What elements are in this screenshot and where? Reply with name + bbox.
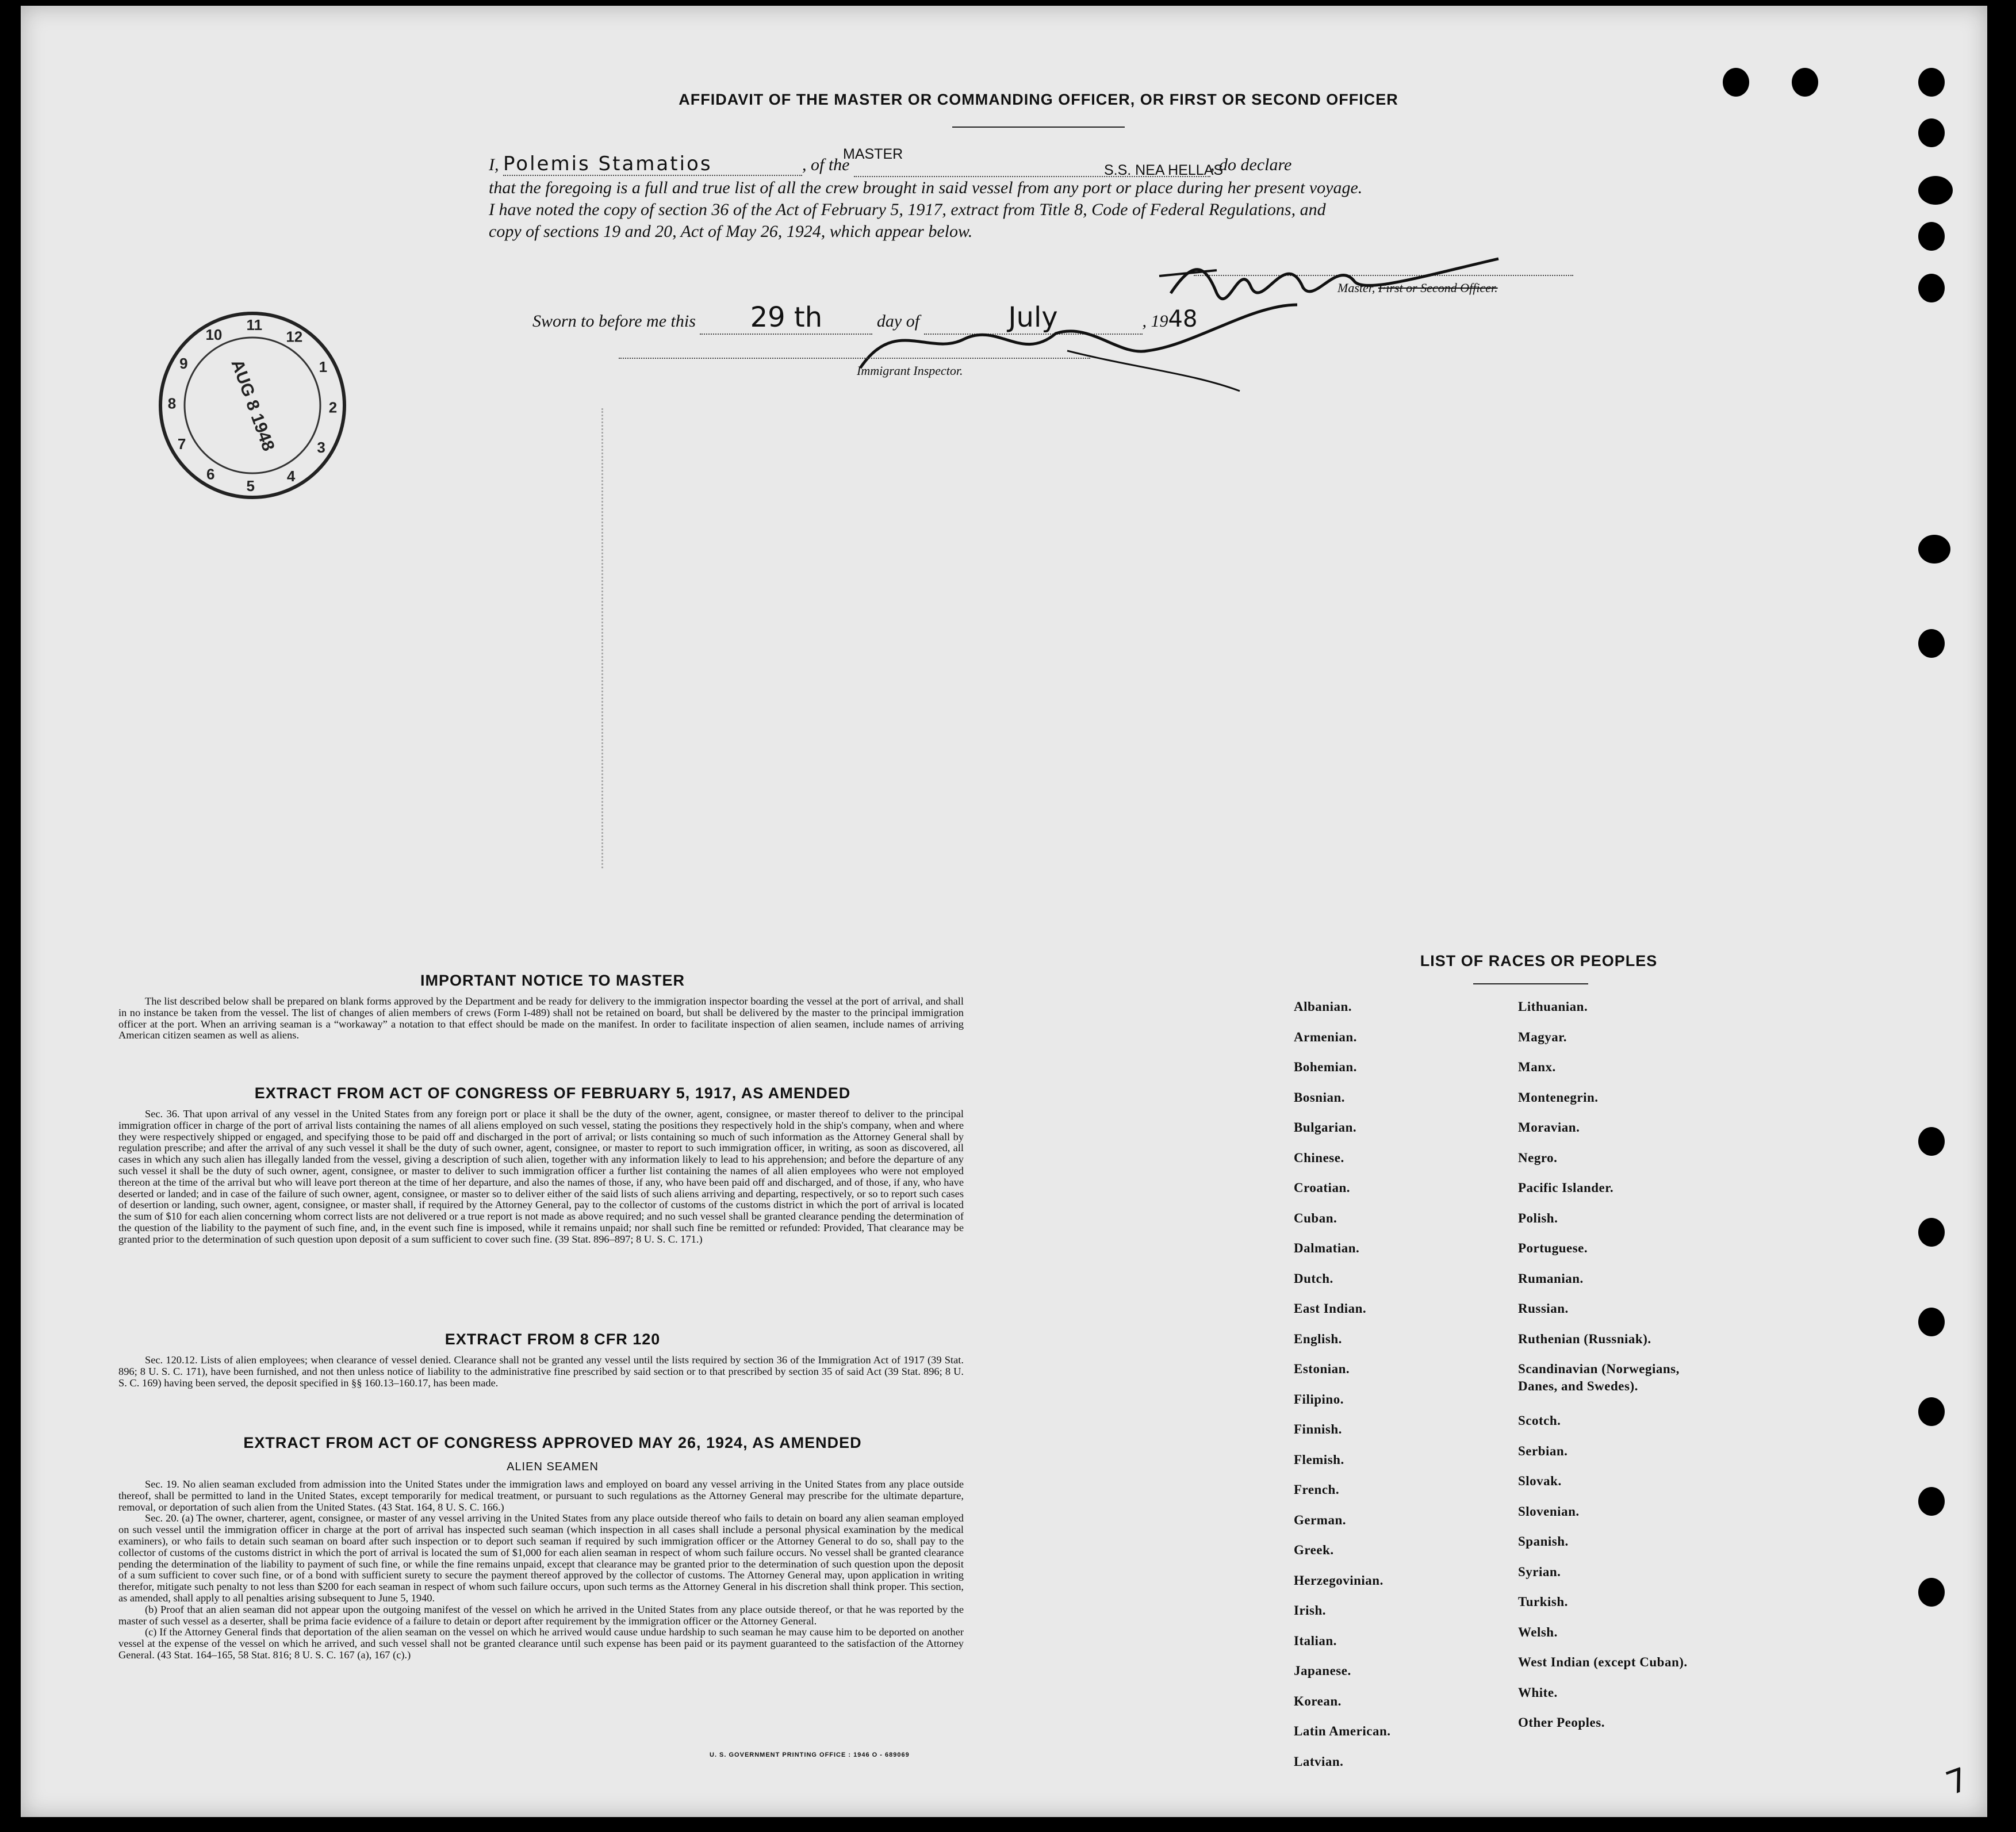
punch-hole — [1918, 68, 1945, 97]
year-prefix: , 19 — [1142, 312, 1168, 331]
race-item: Moravian. — [1518, 1120, 1580, 1135]
race-item: Spanish. — [1518, 1534, 1569, 1549]
race-item: Bulgarian. — [1294, 1120, 1357, 1135]
race-item: Pacific Islander. — [1518, 1181, 1614, 1195]
race-item: Croatian. — [1294, 1181, 1350, 1195]
race-item: Manx. — [1518, 1060, 1556, 1074]
declaration-line-3: I have noted the copy of section 36 of the Act of February 5, 1917, extract from Title 8, Code of Federal Regulations, and — [489, 200, 1326, 219]
declaration-prefix: I, — [489, 155, 499, 174]
sec-20c: (c) If the Attorney General finds that deportation of the alien seaman on the vessel on which he arrived would cause undue hardship to such seaman he may cause him to be deported on another vessel at the expense of the vessel on which he arrived, and such vessel shall not be granted clearance until such expense has been paid or its payment guaranteed to the satisfaction of the Attorney General. (43 Stat. 164–165, 58 Stat. 816; 8 U. S. C. 167 (a), 167 (c).) — [118, 1626, 964, 1661]
extract-1917-text: Sec. 36. That upon arrival of any vessel in the United States from any foreign port or place it shall be the duty of the owner, agent, consignee, or master thereof to deliver to the principal immigration officer in charge of the port of arrival lists containing the names of all aliens employed on such vessel, stating the positions they respectively hold in the ship's company, when and where they were respectively shipped or engaged, and specifying those to be paid off and discharged in the port of arrival; or lists containing so much of such information as the Attorney General shall by regulation prescribe; and after the arrival of any such vessel it shall be the duty of such owner, agent, consignee, or master to report to such immigration officer, in writing, as soon as discovered, all cases in which any such alien has illegally landed from the vessel, giving a description of such alien, together with any information likely to lead to his apprehension; and before the departure of any such vessel it shall be the duty of such owner, agent, consignee, or master to deliver to such immigration officer a further list containing the names of all alien employees who were not employed thereon at the time of the arrival but who will leave port thereon at the time of her departure, and also the names of those, if any, who have been paid off and discharged, and of those, if any, who have deserted or landed; and in case of the failure of such owner, agent, consignee, or master so to deliver either of the said lists of such aliens arriving and departing, respectively, or so to report such cases of desertion or landing, such owner, agent, consignee, or master shall, if required by the Attorney General, pay to the collector of customs of the customs district in which the port of arrival is located the sum of $10 for each alien concerning whom correct lists are not delivered or a true report is not made as above required; and no such vessel shall be granted clearance pending the determination of the question of the liability to the payment of such fine, and, in the event such fine is imposed, while it remains unpaid; nor shall such fine be remitted or refunded: Provided, That clearance may be granted prior to the determination of such question upon deposit of a sum sufficient to cover such fine. (39 Stat. 896–897; 8 U. S. C. 171.) — [118, 1108, 964, 1245]
race-item: English. — [1294, 1331, 1342, 1346]
race-item: Filipino. — [1294, 1392, 1344, 1406]
punch-hole — [1792, 68, 1818, 97]
race-item: Montenegrin. — [1518, 1090, 1599, 1105]
sworn-prefix: Sworn to before me this — [532, 312, 696, 331]
race-item: Finnish. — [1294, 1422, 1342, 1436]
inspector-label: Immigrant Inspector. — [857, 363, 963, 378]
stamp-number: 4 — [286, 467, 296, 485]
day-of: day of — [876, 312, 920, 331]
faint-marks — [601, 408, 605, 868]
notice-title: IMPORTANT NOTICE TO MASTER — [420, 972, 685, 989]
stamp-number: 7 — [177, 435, 186, 453]
punch-hole — [1918, 118, 1945, 147]
race-item: Bosnian. — [1294, 1090, 1346, 1105]
declaration-line-4: copy of sections 19 and 20, Act of May 26, 1924, which appear below. — [489, 222, 973, 241]
race-item: Welsh. — [1518, 1624, 1558, 1639]
race-item: Armenian. — [1294, 1029, 1357, 1044]
punch-hole — [1918, 1127, 1945, 1156]
struck-officer-label: First or Second Officer. — [1378, 281, 1498, 295]
stamp-number: 3 — [317, 438, 325, 456]
of-the: , of the — [802, 155, 850, 174]
punch-hole — [1918, 1218, 1945, 1247]
race-item: Greek. — [1294, 1543, 1334, 1557]
stamp-number: 1 — [319, 358, 328, 375]
punch-hole — [1918, 535, 1950, 564]
race-item: Rumanian. — [1518, 1271, 1584, 1286]
day-handwritten: 29 th — [700, 301, 872, 335]
inspector-signature-line — [619, 358, 1090, 359]
stamp-number: 10 — [205, 326, 223, 344]
stamp-number: 11 — [246, 316, 263, 334]
race-item: Japanese. — [1294, 1664, 1351, 1678]
race-item: Bohemian. — [1294, 1060, 1357, 1074]
race-item: Estonian. — [1294, 1362, 1350, 1376]
extract-1924-subtitle: ALIEN SEAMEN — [507, 1461, 599, 1473]
race-item: Dutch. — [1294, 1271, 1333, 1286]
race-item: Italian. — [1294, 1633, 1337, 1648]
stamp-number: 12 — [286, 328, 303, 346]
race-item: French. — [1294, 1482, 1340, 1497]
punch-hole — [1918, 1487, 1945, 1516]
race-item: Slovenian. — [1518, 1504, 1580, 1519]
races-title: LIST OF RACES OR PEOPLES — [1420, 952, 1658, 969]
race-item: Latvian. — [1294, 1754, 1344, 1769]
race-item: Serbian. — [1518, 1443, 1568, 1458]
sec-19: Sec. 19. No alien seaman excluded from admission into the United States under the immigration laws and employed on board any vessel arriving in the United States from any place outside thereof, shall be permitted to land in the United States, except temporarily for medical treatment, or pursuant to such regulations as the Attorney General may prescribe for the ultimate departure, removal, or deportation of such alien from the United States. (43 Stat. 164, 8 U. S. C. 166.) — [118, 1478, 964, 1513]
race-item: East Indian. — [1294, 1301, 1367, 1316]
punch-hole — [1918, 1578, 1945, 1607]
stamp-number: 8 — [167, 394, 177, 412]
race-item: Scandinavian (Norwegians, — [1518, 1362, 1680, 1376]
race-item: Lithuanian. — [1518, 999, 1588, 1014]
race-item: Flemish. — [1294, 1452, 1344, 1467]
vessel-typed: S.S. NEA HELLAS — [1104, 162, 1224, 178]
race-item: Negro. — [1518, 1150, 1558, 1165]
punch-hole — [1918, 629, 1945, 658]
punch-hole — [1723, 68, 1749, 97]
punch-hole — [1918, 222, 1945, 251]
race-item: Magyar. — [1518, 1029, 1567, 1044]
race-item: Cuban. — [1294, 1210, 1337, 1225]
month-handwritten: July — [924, 301, 1143, 335]
race-item: Herzegovinian. — [1294, 1573, 1383, 1588]
race-item: Turkish. — [1518, 1595, 1568, 1609]
race-item: West Indian (except Cuban). — [1518, 1655, 1688, 1669]
master-name: Polemis Stamatios — [503, 153, 802, 176]
race-item: Russian. — [1518, 1301, 1569, 1316]
race-item: Ruthenian (Russniak). — [1518, 1331, 1651, 1346]
race-item: Other Peoples. — [1518, 1715, 1605, 1730]
year-handwritten: 48 — [1168, 306, 1198, 332]
race-item: Portuguese. — [1518, 1241, 1588, 1255]
date-stamp — [154, 307, 351, 504]
notice-text: The list described below shall be prepared on blank forms approved by the Department and be ready for delivery to the immigration inspector boarding the vessel at the port of arrival, and shall in no instance be taken from the vessel. The list of changes of alien members of crews (Form I-489) shall not be retained on board, but shall be delivered by the master to the principal immigration officer at the port. When an arriving seaman is a “workaway” a notation to that effect should be made on the manifest. In order to facilitate inspection of alien seamen, include names of arriving American citizen seamen as well as aliens. — [118, 995, 964, 1041]
race-item: Chinese. — [1294, 1150, 1344, 1165]
stamp-number: 9 — [179, 355, 188, 373]
stamp-number: 6 — [206, 465, 215, 483]
affidavit-title: AFFIDAVIT OF THE MASTER OR COMMANDING OFFICER, OR FIRST OR SECOND OFFICER — [679, 91, 1398, 108]
extract-cfr-text: Sec. 120.12. Lists of alien employees; when clearance of vessel denied. Clearance shall not be granted any vessel until the lists required by section 36 of the Immigration Act of 1917 (39 Stat. 896; 8 U. S. C. 171), have been furnished, and not then unless notice of liability to the administrative fine prescribed by said section or to that prescribed by section 35 of said Act (39 Stat. 896; 8 U. S. C. 169) having been served, the deposit specified in §§ 160.13–160.17, has been made. — [118, 1354, 964, 1389]
stamp-number: 2 — [328, 398, 338, 416]
extract-cfr-title: EXTRACT FROM 8 CFR 120 — [444, 1331, 661, 1348]
race-item: Polish. — [1518, 1210, 1558, 1225]
sec-20b: (b) Proof that an alien seaman did not appear upon the outgoing manifest of the vessel on which he arrived in the United States from any place outside thereof, or that he was reported by the master of such vessel as a deserter, shall be prima facie evidence of a failure to detain or deport after requirement by the immigration officer or the Attorney General. — [118, 1603, 964, 1627]
race-item: Korean. — [1294, 1693, 1342, 1708]
race-item: Slovak. — [1518, 1474, 1562, 1488]
race-item: Scotch. — [1518, 1413, 1561, 1428]
stamp-number: 5 — [246, 477, 255, 495]
race-item: Latin American. — [1294, 1724, 1391, 1738]
race-item: Irish. — [1294, 1603, 1327, 1618]
race-item: Syrian. — [1518, 1564, 1561, 1579]
extract-1924-title: EXTRACT FROM ACT OF CONGRESS APPROVED MAY 26, 1924, AS AMENDED — [243, 1434, 862, 1451]
races-divider — [1473, 983, 1588, 984]
race-item: White. — [1518, 1685, 1558, 1700]
race-item: Dalmatian. — [1294, 1241, 1360, 1255]
declaration-line-2: that the foregoing is a full and true list of all the crew brought in said vessel from any port or place during her present voyage. — [489, 178, 1363, 197]
punch-hole — [1918, 1397, 1945, 1426]
corner-mark: 7 — [1941, 1760, 1973, 1803]
punch-hole — [1918, 176, 1953, 205]
extract-1924-body — [118, 1479, 964, 1661]
do-declare: , do declare — [1210, 155, 1292, 174]
document-page — [21, 6, 1987, 1817]
punch-hole — [1918, 1308, 1945, 1336]
race-item: German. — [1294, 1512, 1347, 1527]
stamp-date: AUG 8 1948 — [227, 357, 278, 454]
race-item: Danes, and Swedes). — [1518, 1379, 1638, 1393]
punch-hole — [1918, 274, 1945, 302]
divider — [952, 127, 1125, 128]
extract-1917-title: EXTRACT FROM ACT OF CONGRESS OF FEBRUARY 5, 1917, AS AMENDED — [254, 1084, 851, 1102]
sec-20a: Sec. 20. (a) The owner, charterer, agent, consignee, or master of any vessel arriving in the United States from any place outside thereof who fails to detain on board any alien seaman employed on such vessel until the immigration officer in charge at the port of arrival has inspected such seaman (which inspection in all cases shall include a personal physical examination by the medical examiners), or who fails to detain such seaman on board after such inspection or to deport such seaman if required by such immigration officer or the Attorney General to do so, shall pay to the collector of customs of the customs district in which the port of arrival is located the sum of $1,000 for each alien seaman in respect of whom such failure occurs. No vessel shall be granted clearance pending the determination of the liability to payment of such fine, or while the fine remains unpaid, except that clearance may be granted prior to the determination of such question upon the deposit of a sum sufficient to cover such fine, or of a bond with sufficient surety to secure the payment thereof approved by the collector of customs. The Attorney General may, upon application in writing therefor, mitigate such penalty to not less than $200 for each seaman in respect of whom such failure occurs, upon such terms as the Attorney General in his discretion shall think proper. This section, as amended, shall apply to all penalties arising subsequent to June 5, 1940. — [118, 1512, 964, 1604]
rank-typed: MASTER — [843, 146, 903, 162]
master-label: Master, — [1337, 281, 1375, 295]
race-item: Albanian. — [1294, 999, 1352, 1014]
printer-line: U. S. GOVERNMENT PRINTING OFFICE : 1946 O - 689069 — [710, 1751, 910, 1758]
